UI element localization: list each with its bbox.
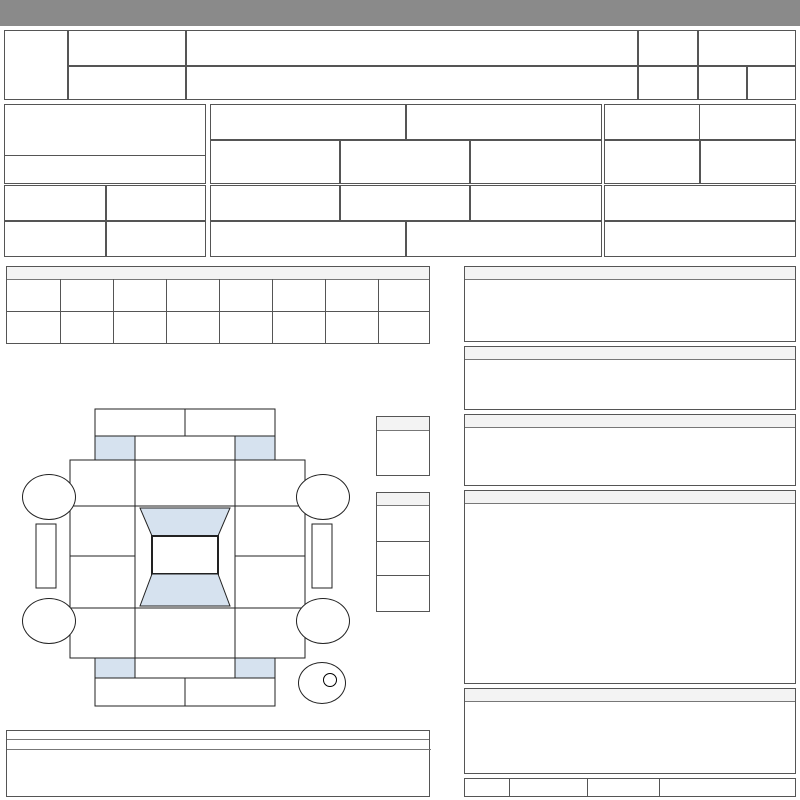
legend2-code — [149, 786, 185, 796]
exterior-box — [698, 66, 747, 100]
legend2-desc — [329, 775, 427, 785]
autoliability-box — [340, 185, 470, 221]
legend-desc — [31, 751, 89, 760]
legend-header — [261, 741, 345, 750]
legend2-desc — [47, 786, 145, 796]
legend-table — [6, 730, 430, 797]
repair-small-title — [377, 417, 429, 431]
interior-box — [747, 66, 796, 100]
car-diagram — [0, 386, 372, 726]
mission-box — [470, 140, 602, 184]
legend-header — [345, 741, 431, 750]
header-bar — [0, 0, 800, 26]
mileage-box — [4, 104, 206, 184]
legend-desc — [116, 761, 174, 770]
legend2-code — [149, 775, 185, 785]
displacement-box — [210, 140, 340, 184]
legend-code — [262, 761, 284, 770]
legend2-code — [8, 775, 44, 785]
legend-desc — [285, 751, 343, 760]
score-box — [698, 30, 796, 66]
legend-desc — [370, 751, 428, 760]
legend-header — [7, 741, 177, 750]
legend-desc — [31, 761, 89, 770]
spare-cert-mark — [323, 673, 337, 687]
approval-box — [470, 185, 602, 221]
grade-box — [186, 66, 638, 100]
inspection-notes-panel — [464, 490, 796, 684]
warranty-box — [604, 104, 796, 140]
legend-title — [7, 731, 429, 740]
interior-damage-box — [376, 492, 430, 612]
legend-desc — [201, 761, 259, 770]
special-panel — [464, 346, 796, 410]
repair-title — [465, 415, 795, 428]
legend2-desc — [188, 786, 286, 796]
capacity-box — [4, 221, 106, 257]
interior-damage-title — [377, 493, 429, 506]
fuel-box — [340, 140, 470, 184]
history-box — [68, 66, 186, 100]
legend2-code — [290, 786, 326, 796]
chassis-box — [406, 221, 602, 257]
repair-small-box — [376, 416, 430, 476]
doors-box — [638, 30, 698, 66]
legend-code — [93, 751, 115, 760]
plate-box — [210, 221, 406, 257]
change-title — [465, 689, 795, 702]
lot-box — [4, 30, 68, 100]
spare-tire-icon — [298, 662, 346, 704]
check-bar — [464, 778, 796, 797]
first-reg-box — [68, 30, 186, 66]
wheel-rear-left — [22, 598, 76, 644]
equipment-title — [7, 267, 429, 280]
color-box — [4, 185, 106, 221]
inspection-notes-title — [465, 491, 795, 504]
legend-code — [8, 751, 30, 760]
legend-code — [347, 751, 369, 760]
model-box — [210, 104, 406, 140]
repair-panel — [464, 414, 796, 486]
record-box — [700, 140, 796, 184]
welfare-box — [604, 221, 796, 257]
legend2-code — [290, 775, 326, 785]
legend2-desc — [47, 775, 145, 785]
wheel-front-right — [296, 474, 350, 520]
legend-desc — [285, 761, 343, 770]
legend-code — [178, 751, 200, 760]
appeal-title — [465, 267, 795, 280]
change-panel — [464, 688, 796, 774]
legend-code — [178, 761, 200, 770]
recycle-box — [604, 185, 796, 221]
legend-desc — [370, 761, 428, 770]
colorcode-box — [106, 185, 206, 221]
designation-box — [406, 104, 602, 140]
legend-desc — [201, 751, 259, 760]
legend-code — [262, 751, 284, 760]
drive-box — [638, 66, 698, 100]
legend-code — [347, 761, 369, 770]
legend-header — [177, 741, 261, 750]
special-title — [465, 347, 795, 360]
legend-desc — [116, 751, 174, 760]
legend-code — [8, 761, 30, 770]
appeal-panel — [464, 266, 796, 342]
load-box — [106, 221, 206, 257]
legend2-desc — [329, 786, 427, 796]
manual-box — [604, 140, 700, 184]
legend-code — [93, 761, 115, 770]
legend2-code — [8, 786, 44, 796]
car-name-box — [186, 30, 638, 66]
wheel-rear-right — [296, 598, 350, 644]
wheel-front-left — [22, 474, 76, 520]
equipment-table — [6, 266, 430, 344]
inspection-box — [210, 185, 340, 221]
legend2-desc — [188, 775, 286, 785]
